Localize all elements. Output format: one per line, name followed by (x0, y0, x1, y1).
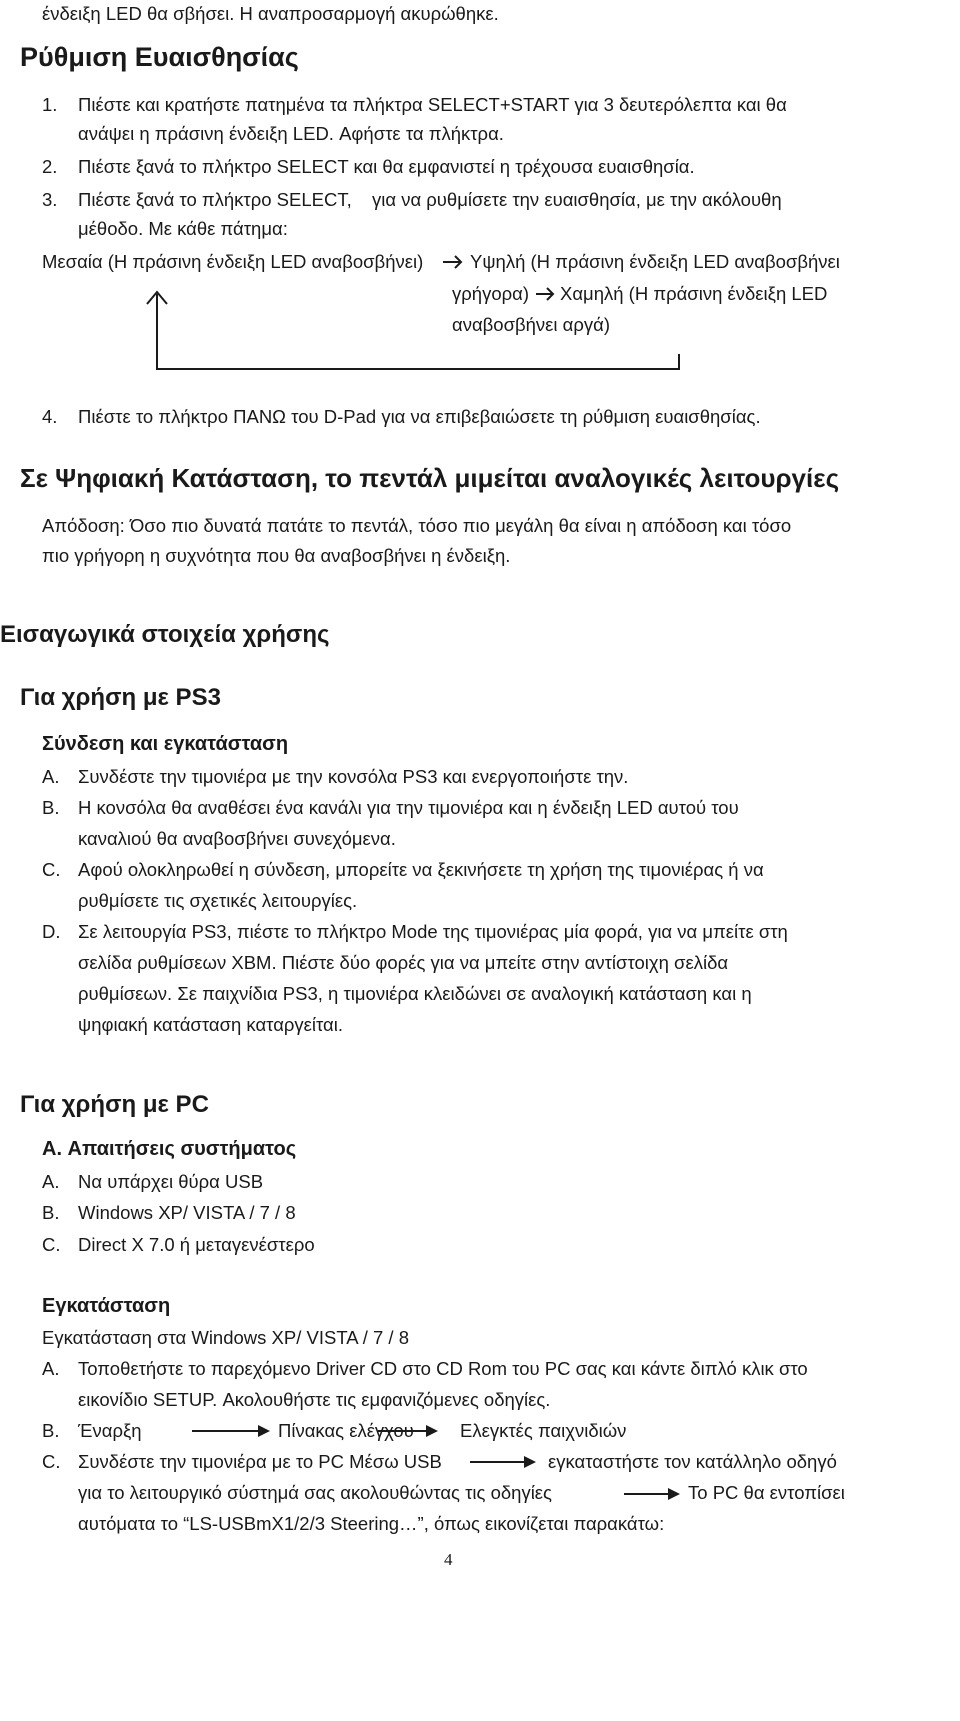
list-text: Έναρξη (78, 1420, 142, 1441)
list-text: Ελεγκτές παιχνιδιών (460, 1420, 627, 1441)
list-letter: A. (42, 1171, 60, 1192)
step-text: ανάψει η πράσινη ένδειξη LED. Αφήστε τα πλήκτρα. (78, 123, 504, 144)
continuation-line: ένδειξη LED θα σβήσει. Η αναπροσαρμογή ακυρώθηκε. (42, 3, 499, 24)
list-letter: D. (42, 921, 61, 942)
list-text: Η κονσόλα θα αναθέσει ένα κανάλι για την τιμονιέρα και η ένδειξη LED αυτού του (78, 797, 739, 818)
list-text: Πίνακας ελέγχου (278, 1420, 414, 1441)
list-text: Συνδέστε την τιμονιέρα με το PC Μέσω USB (78, 1451, 442, 1472)
list-letter: B. (42, 1420, 60, 1441)
list-letter: C. (42, 1451, 61, 1472)
list-letter: B. (42, 1202, 60, 1223)
ps3-heading: Για χρήση με PS3 (20, 684, 221, 711)
ps3-subheading: Σύνδεση και εγκατάσταση (42, 733, 289, 755)
list-text: Να υπάρχει θύρα USB (78, 1171, 264, 1192)
cycle-high: Υψηλή (Η πράσινη ένδειξη LED αναβοσβήνει (470, 251, 840, 272)
list-text: Direct X 7.0 ή μεταγενέστερο (78, 1234, 315, 1255)
digital-heading: Σε Ψηφιακή Κατάσταση, το πεντάλ μιμείται αναλογικές λειτουργίες (20, 463, 840, 493)
sensitivity-heading: Ρύθμιση Ευαισθησίας (20, 42, 299, 72)
arrow-right-icon (443, 256, 461, 268)
cycle-high-cont: γρήγορα) (452, 283, 529, 304)
arrow-right-icon (624, 1488, 680, 1500)
step-text: Πιέστε και κρατήστε πατημένα τα πλήκτρα SELECT+START για 3 δευτερόλεπτα και θα (78, 94, 787, 115)
arrow-right-icon (470, 1456, 536, 1468)
arrow-right-icon (192, 1425, 270, 1437)
step-number: 4. (42, 406, 58, 427)
list-text: για το λειτουργικό σύστημά σας ακολουθώντας τις οδηγίες (78, 1482, 552, 1503)
cycle-low-cont: αναβοσβήνει αργά) (452, 314, 610, 335)
list-text: Windows XP/ VISTA / 7 / 8 (78, 1202, 296, 1223)
return-loop-arrow (147, 292, 679, 369)
arrow-right-icon (536, 288, 553, 300)
cycle-low: Χαμηλή (Η πράσινη ένδειξη LED (560, 283, 828, 304)
list-text: καναλιού θα αναβοσβήνει συνεχόμενα. (78, 828, 396, 849)
requirements-heading: A. Απαιτήσεις συστήματος (42, 1138, 297, 1160)
list-letter: C. (42, 1234, 61, 1255)
list-letter: A. (42, 1358, 60, 1379)
list-text: Αφού ολοκληρωθεί η σύνδεση, μπορείτε να ξεκινήσετε τη χρήση της τιμονιέρας ή να (78, 859, 764, 880)
list-text: αυτόματα το “LS-USBmX1/2/3 Steering…”, όπως εικονίζεται παρακάτω: (78, 1513, 665, 1534)
install-heading: Εγκατάσταση (42, 1295, 171, 1317)
list-text: εγκαταστήστε τον κατάλληλο οδηγό (548, 1451, 837, 1472)
pc-heading: Για χρήση με PC (20, 1091, 209, 1118)
list-text: Τοποθετήστε το παρεχόμενο Driver CD στο CD Rom του PC σας και κάντε διπλό κλικ στο (78, 1358, 808, 1379)
step-text: Πιέστε ξανά το πλήκτρο SELECT και θα εμφανιστεί η τρέχουσα ευαισθησία. (78, 156, 695, 177)
step-text: Πιέστε ξανά το πλήκτρο SELECT, (78, 189, 352, 210)
cycle-medium: Μεσαία (Η πράσινη ένδειξη LED αναβοσβήνει) (42, 251, 424, 272)
list-text: εικονίδιο SETUP. Ακολουθήστε τις εμφανιζόμενες οδηγίες. (78, 1389, 551, 1410)
step-number: 3. (42, 189, 58, 210)
list-text: ρυθμίσετε τις σχετικές λειτουργίες. (78, 890, 358, 911)
page-number: 4 (444, 1550, 453, 1569)
list-text: ρυθμίσεων. Σε παιχνίδια PS3, η τιμονιέρα κλειδώνει σε αναλογική κατάσταση και η (78, 983, 752, 1004)
list-letter: C. (42, 859, 61, 880)
digital-text: Απόδοση: Όσο πιο δυνατά πατάτε το πεντάλ, τόσο πιο μεγάλη θα είναι η απόδοση και τόσο (42, 515, 792, 536)
step-text: μέθοδο. Με κάθε πάτημα: (78, 218, 288, 239)
step-text: για να ρυθμίσετε την ευαισθησία, με την ακόλουθη (372, 189, 782, 210)
digital-text: πιο γρήγορη η συχνότητα που θα αναβοσβήνει η ένδειξη. (42, 545, 511, 566)
list-text: Σε λειτουργία PS3, πιέστε το πλήκτρο Mode της τιμονιέρας μία φορά, για να μπείτε στη (78, 921, 788, 942)
list-text: Συνδέστε την τιμονιέρα με την κονσόλα PS3 και ενεργοποιήστε την. (78, 766, 629, 787)
install-subheading: Εγκατάσταση στα Windows XP/ VISTA / 7 / 8 (42, 1327, 409, 1348)
step-text: Πιέστε το πλήκτρο ΠΑΝΩ του D-Pad για να επιβεβαιώσετε τη ρύθμιση ευαισθησίας. (78, 406, 761, 427)
list-text: ψηφιακή κατάσταση καταργείται. (78, 1014, 344, 1035)
list-text: Το PC θα εντοπίσει (688, 1482, 845, 1503)
step-number: 1. (42, 94, 58, 115)
intro-heading: Εισαγωγικά στοιχεία χρήσης (0, 621, 330, 648)
list-letter: A. (42, 766, 60, 787)
list-text: σελίδα ρυθμίσεων XBM. Πιέστε δύο φορές για να μπείτε στην αντίστοιχη σελίδα (78, 952, 729, 973)
step-number: 2. (42, 156, 58, 177)
list-letter: B. (42, 797, 60, 818)
